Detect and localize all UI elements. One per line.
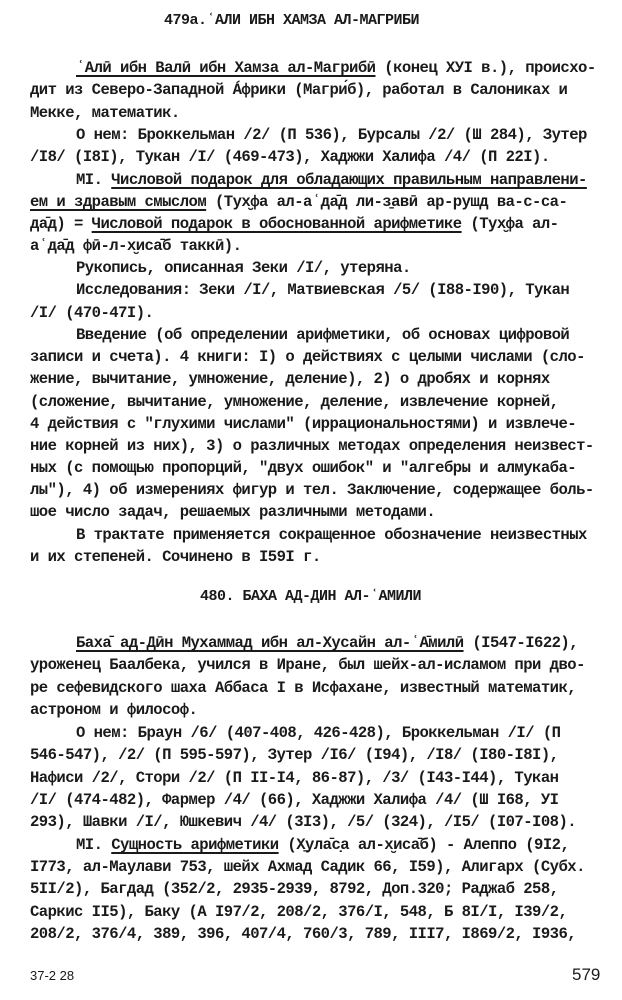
text-span: 208/2, 376/4, 389, 396, 407/4, 760/3, 789, III7, I869/2, I936, [30, 925, 577, 943]
text-line [30, 768, 558, 788]
text-span: (Тух̮фа ал- [461, 215, 559, 233]
text-span: ных (с помощью пропорций, "двух ошибок" и "алгебры и алмукаба- [30, 459, 577, 477]
underlined-title: Баха̄ ад-Дӣн Мухаммад ибн ал-Хусайн ал-ʿА̄милӣ [76, 634, 464, 652]
entry-479a-title: 479а.ʿАЛИ ИБН ХАМЗА АЛ-МАГРИБИ [164, 12, 420, 29]
text-line [76, 325, 569, 345]
text-line [30, 655, 585, 675]
text-span: /I/ (470-47I). [30, 304, 154, 322]
text-span: В трактате применяется сокращенное обозначение неизвестных [76, 526, 587, 544]
text-span: да̄д) = [30, 215, 92, 233]
underlined-title: Числовой подарок для обладающих правильным направлени- [111, 171, 587, 189]
text-line [30, 436, 594, 456]
text-line [30, 236, 241, 256]
footer-signature: 37-2 28 [30, 968, 75, 983]
text-span: Рукопись, описанная Зеки /I/, утеряна. [76, 259, 411, 277]
text-span: (сложение, вычитание, умножение, деление, извлечение корней, [30, 393, 559, 411]
text-span: лы"), 4) об измерениях фигур и тел. Заключение, содержащее боль- [30, 481, 594, 499]
underlined-title: Числовой подарок в обоснованной арифметике [91, 215, 462, 233]
text-line [30, 414, 576, 434]
text-span: О нем: Браун /6/ (407-408, 426-428), Броккельман /I/ (П [76, 724, 561, 742]
text-line [30, 80, 567, 100]
text-line [30, 790, 558, 810]
text-line [30, 812, 576, 832]
text-line [30, 192, 567, 212]
text-span: /I8/ (I8I), Тукан /I/ (469-473), Хаджжи Халифа /4/ (П 22I). [30, 148, 550, 166]
text-line [30, 700, 197, 720]
text-span: дит из Северо-Западной Áфрики (Магри́б), работал в Салониках и [30, 81, 568, 99]
text-line [30, 480, 594, 500]
text-line [30, 303, 153, 323]
text-line [30, 147, 550, 167]
text-line [30, 502, 435, 522]
text-span: (Х̱ула̄с̣а ал-х̮иса̄б) - Алеппо (9I2, [278, 836, 570, 854]
text-span: аʿда̄д фӣ-л-х̮иса̄б таккӣ). [30, 237, 242, 255]
text-span: О нем: Броккельман /2/ (П 536), Бурсалы /2/ (Ш 284), Зутер [76, 126, 587, 144]
text-line [76, 170, 587, 190]
text-span: жение, вычитание, умножение, деление), 2) о дробях и корнях [30, 370, 550, 388]
text-line [30, 745, 558, 765]
text-line [76, 525, 587, 545]
text-span: Саркис II5), Баку (А I97/2, 208/2, 376/I, 548, Б 8I/I, I39/2, [30, 903, 568, 921]
text-line [30, 879, 558, 899]
text-line [30, 458, 576, 478]
text-line [76, 258, 411, 278]
underlined-title: ем и здравым смыслом [30, 193, 207, 211]
text-span: 4 действия с "глухими числами" (иррациональностями) и извлече- [30, 415, 577, 433]
text-line [76, 125, 587, 145]
text-span: I773, ал-Маулави 753, шейх Ахмад Садик 66, I59), Алигарх (Субх. [30, 858, 585, 876]
text-line [30, 214, 558, 234]
entry-480-title: 480. БАХА АД-ДИН АЛ-ʿАМИЛИ [200, 588, 422, 605]
text-line [30, 547, 321, 567]
text-span: и их степеней. Сочинено в I59I г. [30, 548, 321, 566]
underlined-title: Сущность арифметики [111, 836, 279, 854]
text-line [76, 723, 560, 743]
text-line [76, 633, 578, 653]
text-line [30, 857, 585, 877]
text-span: /I/ (474-482), Фармер /4/ (66), Хаджжи Халифа /4/ (Ш I68, УI [30, 791, 559, 809]
text-span: Исследования: Зеки /I/, Матвиевская /5/ (I88-I90), Тукан [76, 281, 570, 299]
text-span: уроженец Баалбека, учился в Иране, был шейх-ал-исламом при дво- [30, 656, 585, 674]
text-span: Нафиси /2/, Стори /2/ (П II-I4, 86-87), /3/ (I43-I44), Тукан [30, 769, 559, 787]
text-line [30, 924, 576, 944]
text-span: астроном и философ. [30, 701, 198, 719]
text-line [30, 678, 576, 698]
text-line [30, 369, 550, 389]
text-span: (конец XУI в.), происхо- [375, 59, 596, 77]
text-line [30, 902, 567, 922]
text-span: Мекке, математик. [30, 104, 180, 122]
text-span: MI. [76, 836, 112, 854]
text-span: (Тух̮фа ал-аʿда̄д ли-з̱авӣ ар-рушд ва-с-са- [206, 193, 568, 211]
text-span: 546-547), /2/ (П 595-597), Зутер /I6/ (I94), /I8/ (I80-I8I), [30, 746, 559, 764]
page-number: 579 [572, 965, 601, 984]
text-span: Введение (об определении арифметики, об основах цифровой [76, 326, 570, 344]
underlined-title: ʿАлӣ ибн Валӣ ибн Хамза ал-Магрибӣ [76, 59, 376, 77]
text-span: 293), Шавки /I/, Юшкевич /4/ (3I3), /5/ (324), /I5/ (I07-I08). [30, 813, 577, 831]
text-line [76, 280, 569, 300]
text-span: шое число задач, решаемых различными методами. [30, 503, 436, 521]
text-line [76, 58, 596, 78]
text-span: ре сефевидского шаха Аббаса I в Исфахане, известный математик, [30, 679, 577, 697]
text-line [30, 392, 558, 412]
text-line [76, 835, 569, 855]
text-span: 5II/2), Багдад (352/2, 2935-2939, 8792, Доп.320; Раджаб 258, [30, 880, 559, 898]
text-span: (I547-I622), [463, 634, 579, 652]
text-span: записи и счета). 4 книги: I) о действиях с целыми числами (сло- [30, 348, 585, 366]
text-line [30, 103, 180, 123]
text-line [30, 347, 585, 367]
text-span: MI. [76, 171, 112, 189]
text-span: ние корней из них), 3) о различных методах определения неизвест- [30, 437, 594, 455]
